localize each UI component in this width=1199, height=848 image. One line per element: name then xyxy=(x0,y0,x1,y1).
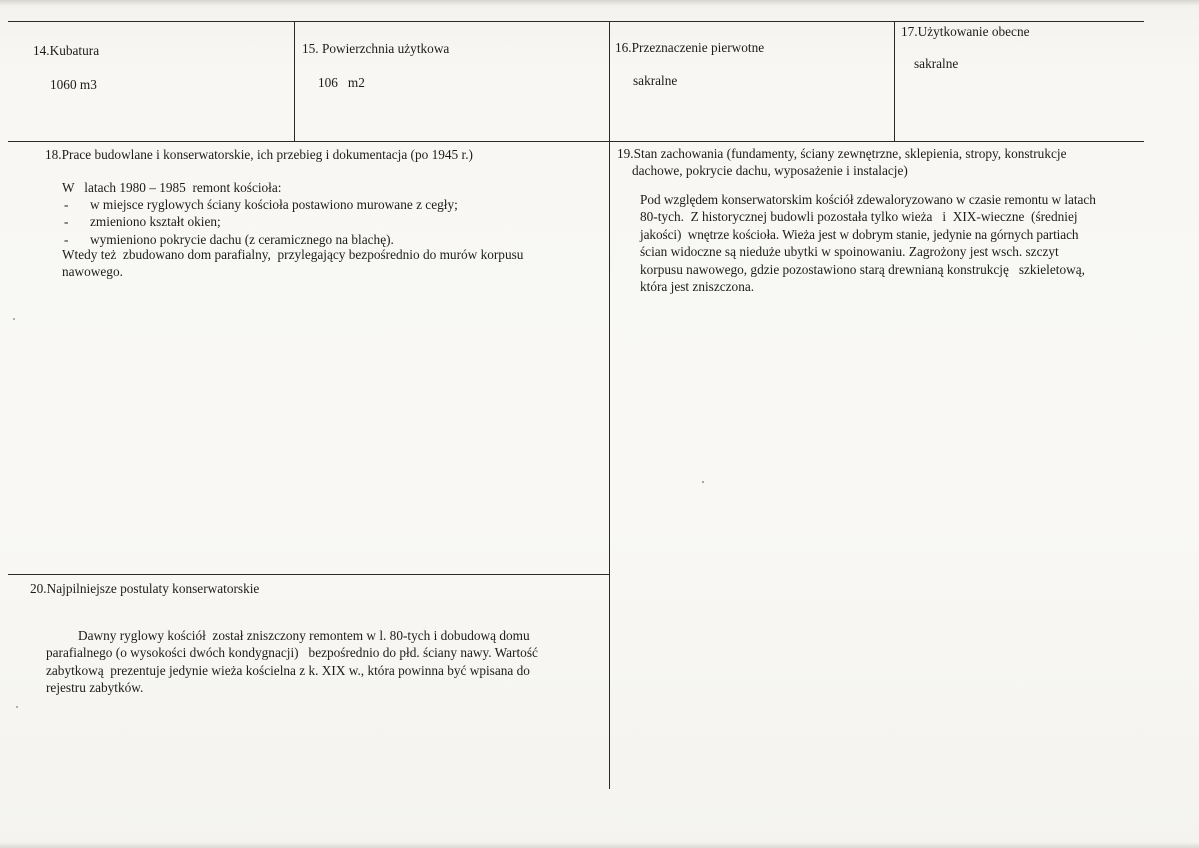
paragraph-line: jakości) wnętrze kościoła. Wieża jest w dobrym stanie, jedynie na górnych partiach xyxy=(640,226,1079,242)
list-item-text: zmieniono kształt okien; xyxy=(90,214,221,230)
scan-edge-bottom xyxy=(0,842,1199,848)
scan-speck xyxy=(13,318,15,320)
rule-col-16-17 xyxy=(894,21,895,142)
paragraph-line: parafialnego (o wysokości dwóch kondygnacji) bezpośrednio do płd. ściany nawy. Wartość xyxy=(46,645,538,661)
paragraph-line: rejestru zabytków. xyxy=(46,680,144,696)
rule-row-divider xyxy=(8,141,1144,142)
field-18-list xyxy=(62,196,602,248)
field-18-intro: W latach 1980 – 1985 remont kościoła: xyxy=(62,180,282,195)
rule-col-center xyxy=(609,21,610,789)
field-15-label: 15. Powierzchnia użytkowa xyxy=(302,41,450,56)
bullet-dash: - xyxy=(64,197,69,212)
paragraph-line: ścian widoczne są nieduże ubytki w spoinowaniu. Zagrożony jest wsch. szczyt xyxy=(640,244,1059,260)
paragraph-line: Dawny ryglowy kościół został zniszczony remontem w l. 80-tych i dobudową domu xyxy=(78,628,530,643)
scan-speck xyxy=(702,481,704,483)
field-15-value: 106 m2 xyxy=(318,75,365,90)
field-14-value: 1060 m3 xyxy=(50,77,97,92)
field-18-label: 18.Prace budowlane i konserwatorskie, ich przebieg i dokumentacja (po 1945 r.) xyxy=(45,147,473,162)
paragraph-line: zabytkową prezentuje jedynie wieża kościelna z k. XIX w., która powinna być wpisana do xyxy=(46,662,530,678)
field-18-body xyxy=(62,179,602,196)
field-19-label-line: dachowe, pokrycie dachu, wyposażenie i instalacje) xyxy=(632,163,908,179)
rule-col-14-15 xyxy=(294,21,295,142)
rule-box20-top xyxy=(8,574,610,575)
field-16-value: sakralne xyxy=(633,73,678,88)
field-19-body xyxy=(640,191,1117,295)
list-item-text: wymieniono pokrycie dachu (z ceramicznego na blachę). xyxy=(90,231,394,247)
field-17-value: sakralne xyxy=(914,56,959,71)
paragraph-line: nawowego. xyxy=(62,264,123,280)
paragraph-line: korpusu nawowego, gdzie pozostawiono starą drewnianą konstrukcję szkieletową, xyxy=(640,261,1085,277)
paragraph-line: która jest zniszczona. xyxy=(640,279,755,295)
list-item xyxy=(62,196,602,213)
list-item-text: w miejsce ryglowych ściany kościoła postawiono murowane z cegły; xyxy=(90,197,458,212)
field-18-outro xyxy=(62,246,602,281)
field-20-label: 20.Najpilniejsze postulaty konserwatorskie xyxy=(30,581,260,596)
field-19-label xyxy=(617,145,1137,180)
field-16-label: 16.Przeznaczenie pierwotne xyxy=(615,40,765,55)
paragraph-line: 80-tych. Z historycznej budowli pozostała tylko wieża i XIX-wieczne (średniej xyxy=(640,209,1078,225)
field-17-label: 17.Użytkowanie obecne xyxy=(901,24,1030,39)
field-20-body xyxy=(46,627,602,697)
scan-speck xyxy=(16,706,18,708)
field-14-label: 14.Kubatura xyxy=(33,43,100,58)
bullet-dash: - xyxy=(64,214,69,230)
paragraph-line: Wtedy też zbudowano dom parafialny, przylegający bezpośrednio do murów korpusu xyxy=(62,247,524,262)
scan-edge-top xyxy=(0,0,1199,6)
paragraph-line: Pod względem konserwatorskim kościół zdewaloryzowano w czasie remontu w latach xyxy=(640,192,1096,207)
bullet-dash: - xyxy=(64,231,69,247)
field-19-label-line: 19.Stan zachowania (fundamenty, ściany zewnętrzne, sklepienia, stropy, konstrukcje xyxy=(617,146,1067,161)
list-item xyxy=(62,213,602,230)
